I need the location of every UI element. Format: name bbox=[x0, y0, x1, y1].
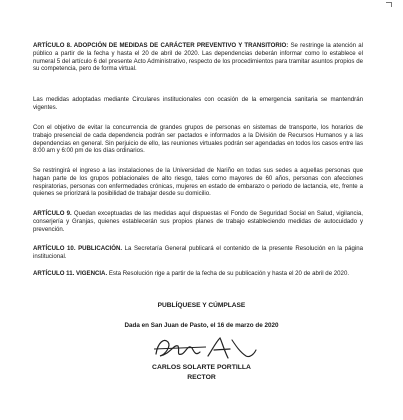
page-corner-mark bbox=[386, 2, 392, 7]
signature-image bbox=[150, 332, 260, 364]
article-11-heading: ARTÍCULO 11. VIGENCIA. bbox=[33, 270, 108, 277]
dada-line: Dada en San Juan de Pasto, el 16 de marzo de 2020 bbox=[124, 322, 279, 329]
article-9-text: Quedan exceptuadas de las medidas aquí dispuestas el Fondo de Seguridad Social en Salud, vigilancia, conserjería y Granjas, quienes establecerán sus propios planes de trabajo estableciendo medidas de autocuidado y prevención. bbox=[33, 210, 363, 233]
article-10-text: La Secretaría General publicará el contenido de la presente Resolución en la página institucional. bbox=[33, 245, 363, 260]
signer-title: RECTOR bbox=[187, 374, 216, 381]
article-8-paragraph-3: Con el objetivo de evitar la concurrencia de grandes grupos de personas en sistemas de transporte, los horarios de trabajo presencial de cada dependencia podrán ser pactados e informados a la División de Recursos Humanos y a las dependencias en general. Sin perjuicio de ello, las reuniones virtuales podrán ser agendadas en todos los casos entre las 8:00 am y 6:00 pm de los días ordinarios. bbox=[33, 124, 363, 155]
article-11-paragraph bbox=[33, 270, 363, 278]
article-10-paragraph bbox=[33, 245, 363, 261]
article-8-paragraph-1 bbox=[33, 42, 363, 73]
article-10-heading: ARTÍCULO 10. PUBLICACIÓN. bbox=[33, 245, 123, 252]
publiquese-line: PUBLÍQUESE Y CÚMPLASE bbox=[157, 302, 246, 309]
article-9-heading: ARTÍCULO 9. bbox=[33, 210, 72, 217]
article-8-paragraph-2: Las medidas adoptadas mediante Circulares institucionales con ocasión de la emergencia sanitaria se mantendrán vigentes. bbox=[33, 96, 363, 111]
article-9-paragraph bbox=[33, 210, 363, 233]
article-11-text: Esta Resolución rige a partir de la fecha de su publicación y hasta el 20 de abril de 2020. bbox=[107, 270, 350, 277]
article-8-heading: ARTÍCULO 8. ADOPCIÓN DE MEDIDAS DE CARÁCTER PREVENTIVO Y TRANSITORIO: bbox=[33, 42, 289, 49]
signer-name: CARLOS SOLARTE PORTILLA bbox=[152, 364, 251, 371]
article-8-text: Se restringe la atención al público a partir de la fecha y hasta el 20 de abril de 2020. Las dependencias deberán informar como lo establece el numeral 5 del artículo 6 del presente Acto Administrativo, respecto de los procedimientos para tramitar asuntos propios de su competencia, pero de forma virtual. bbox=[33, 42, 364, 73]
article-8-paragraph-4: Se restringirá el ingreso a las instalaciones de la Universidad de Nariño en todas sus sedes a aquellas personas que hagan parte de los grupos poblacionales de alto riesgo, tales como mayores de 60 años, personas con afecciones respiratorias, personas con enfermedades crónicas, mujeres en estado de embarazo o periodo de lactancia, etc, frente a quienes se priorizará la posibilidad de trabajar desde su domicilio. bbox=[33, 167, 363, 198]
